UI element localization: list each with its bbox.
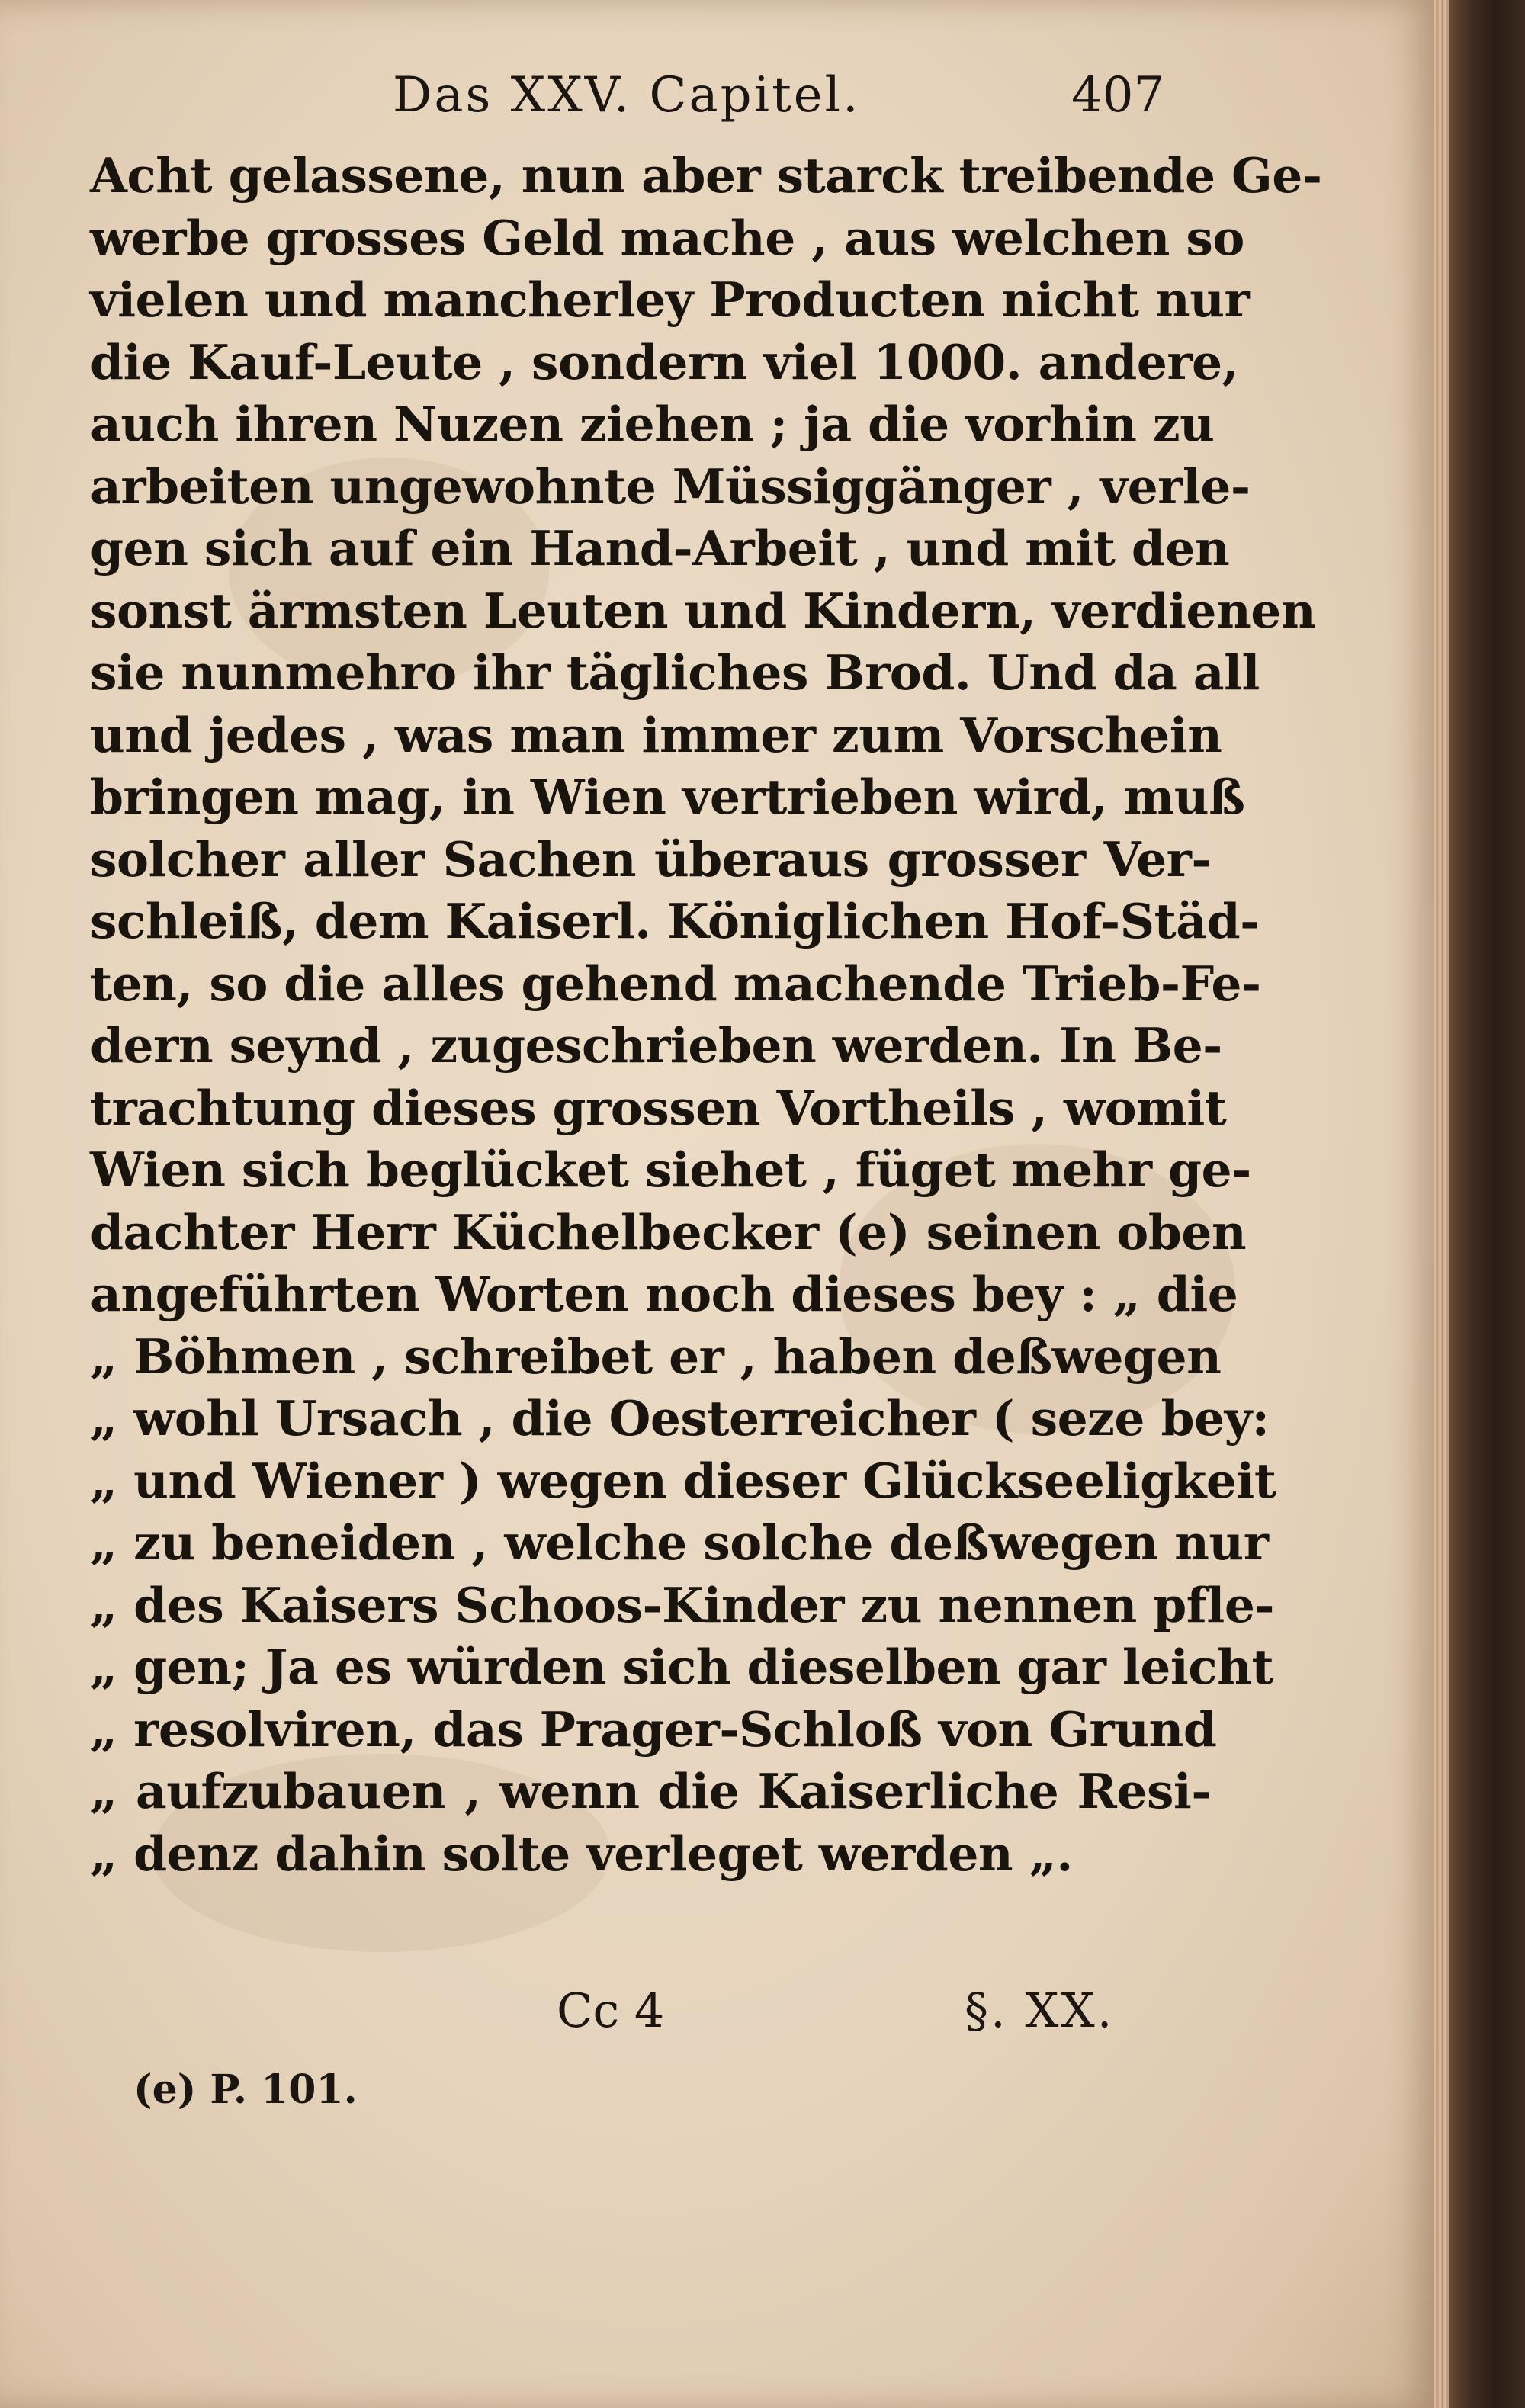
text-line: schleiß, dem Kaiserl. Königlichen Hof-Städ- [90,893,1260,949]
text-line: und jedes , was man immer zum Vorschein [90,706,1222,763]
catchword: §. XX. [965,1983,1115,2038]
text-line: „ und Wiener ) wegen dieser Glückseeligkeit [90,1452,1276,1509]
text-line: ten, so die alles gehend machende Trieb-Fe- [90,955,1261,1012]
text-line: „ Böhmen , schreibet er , haben deßwegen [90,1328,1222,1385]
text-line: dern seynd , zugeschrieben werden. In Be- [90,1017,1222,1074]
text-line: werbe grosses Geld mache , aus welchen so [90,209,1244,266]
text-line: „ gen; Ja es würden sich dieselben gar leicht [90,1639,1274,1695]
text-line: bringen mag, in Wien vertrieben wird, muß [90,769,1245,825]
text-line: „ aufzubauen , wenn die Kaiserliche Resi- [90,1763,1211,1819]
footnote: (e) P. 101. [133,2066,358,2113]
catchline [0,1983,1441,2059]
running-title: Das XXV. Capitel. [393,67,861,124]
text-line: „ zu beneiden , welche solche deßwegen nur [90,1514,1269,1571]
book-cover-edge [1449,0,1525,2408]
text-line: arbeiten ungewohnte Müssiggänger , verle- [90,458,1250,515]
text-line: trachtung dieses grossen Vortheils , womit [90,1079,1227,1136]
body-text [90,145,1322,1885]
text-line: dachter Herr Küchelbecker (e) seinen oben [90,1203,1247,1260]
text-line: vielen und mancherley Producten nicht nur [90,271,1250,328]
signature-mark: Cc 4 [557,1983,665,2038]
text-line: sonst ärmsten Leuten und Kindern, verdienen [90,582,1316,639]
text-line: sie nunmehro ihr tägliches Brod. Und da all [90,644,1260,701]
text-line: angeführten Worten noch dieses bey : „ die [90,1266,1238,1322]
text-line: „ wohl Ursach , die Oesterreicher ( seze bey: [90,1390,1270,1446]
page-header [0,67,1441,136]
text-line: die Kauf-Leute , sondern viel 1000. andere, [90,333,1239,390]
text-line: gen sich auf ein Hand-Arbeit , und mit den [90,520,1230,576]
text-line: Wien sich beglücket siehet , füget mehr ge- [90,1141,1251,1198]
text-line: „ resolviren, das Prager-Schloß von Grund [90,1700,1217,1758]
text-line: „ denz dahin solte verleget werden „. [90,1825,1073,1882]
text-line: „ des Kaisers Schoos-Kinder zu nennen pfle- [90,1576,1275,1633]
text-line: Acht gelassene, nun aber starck treibende Ge- [90,147,1322,204]
page-number: 407 [1071,67,1165,124]
text-line: auch ihren Nuzen ziehen ; ja die vorhin zu [90,396,1215,452]
text-line: solcher aller Sachen überaus grosser Ver- [90,830,1211,888]
